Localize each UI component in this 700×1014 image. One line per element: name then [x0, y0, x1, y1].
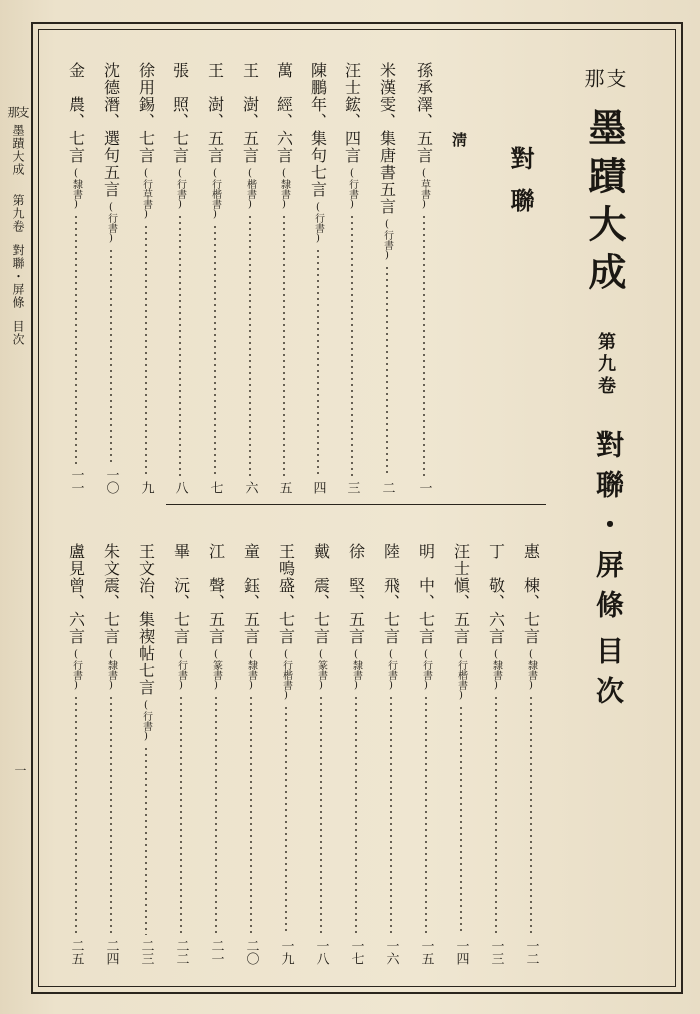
leader-dots — [145, 746, 147, 935]
toc-entry[interactable] — [342, 62, 362, 494]
entry-script-style: (隸書) — [105, 649, 117, 691]
entry-page-number: 三 — [344, 481, 360, 494]
entry-script-style: (行楷書) — [209, 168, 221, 220]
leader-dots — [110, 248, 112, 464]
toc-entry[interactable] — [381, 543, 401, 965]
entry-title: 江 聲、五言 — [206, 543, 226, 645]
dynasty-label: 淸 — [450, 132, 468, 147]
entry-title: 汪士愼、五言 — [451, 543, 471, 645]
toc-entry[interactable] — [101, 543, 121, 965]
running-head-volume: 第九卷 — [11, 194, 25, 233]
entry-script-style: (隸書) — [350, 649, 362, 691]
entry-page-number: 五 — [276, 481, 292, 494]
entry-script-style: (行書) — [385, 649, 397, 691]
toc-entry[interactable] — [136, 62, 156, 494]
toc-entry[interactable] — [171, 543, 191, 965]
running-head-contents: 目次 — [11, 320, 25, 346]
running-head-series-line-2: 那 — [6, 106, 20, 119]
entry-title: 汪士鋐、四言 — [342, 62, 362, 164]
leader-dots — [249, 214, 251, 477]
entry-page-number: 二 — [379, 481, 395, 494]
entry-title: 王鳴盛、七言 — [276, 543, 296, 645]
entry-title: 萬 經、六言 — [274, 62, 294, 164]
entry-script-style: (行書) — [140, 700, 152, 742]
leader-dots — [283, 214, 285, 477]
entry-page-number: 一 — [416, 481, 432, 494]
toc-entry[interactable] — [521, 543, 541, 965]
leader-dots — [425, 695, 427, 935]
running-head-series-title: 墨蹟大成 — [11, 124, 25, 176]
entry-page-number: 一一 — [68, 468, 84, 494]
leader-dots — [495, 695, 497, 935]
leader-dots — [355, 695, 357, 935]
entry-script-style: (行書) — [175, 649, 187, 691]
toc-entry[interactable] — [346, 543, 366, 965]
entry-title: 王 澍、五言 — [205, 62, 225, 164]
entry-page-number: 二五 — [68, 939, 84, 965]
entry-page-number: 八 — [172, 481, 188, 494]
entry-title: 丁 敬、六言 — [486, 543, 506, 645]
toc-entry[interactable] — [377, 62, 397, 494]
series-title: 墨蹟大成 — [582, 108, 627, 300]
toc-entry[interactable] — [205, 62, 225, 494]
entry-title: 陸 飛、七言 — [381, 543, 401, 645]
volume-number: 第九卷 — [595, 332, 616, 398]
leader-dots — [460, 705, 462, 935]
toc-entry[interactable] — [308, 62, 328, 494]
toc-entry[interactable] — [274, 62, 294, 494]
entry-page-number: 一五 — [418, 939, 434, 965]
folio-number: 一 — [13, 764, 27, 776]
toc-entry[interactable] — [136, 543, 156, 965]
series-prefix-line-2: 那 — [581, 68, 605, 90]
entry-page-number: 二四 — [103, 939, 119, 965]
entry-title: 惠 棟、七言 — [521, 543, 541, 645]
toc-entry[interactable] — [416, 543, 436, 965]
entry-script-style: (草書) — [418, 168, 430, 210]
entry-page-number: 一四 — [453, 939, 469, 965]
entry-title: 沈德潛、選句五言 — [101, 62, 121, 198]
entry-page-number: 二一 — [208, 939, 224, 965]
running-head-subject: 對聯・屏條 — [11, 244, 25, 309]
leader-dots — [214, 224, 216, 477]
entry-script-style: (楷書) — [244, 168, 256, 210]
leader-dots — [250, 695, 252, 935]
section-title: 對聯 — [506, 146, 535, 230]
leader-dots — [75, 695, 77, 935]
leader-dots — [530, 695, 532, 935]
entry-script-style: (行書) — [174, 168, 186, 210]
leader-dots — [75, 214, 77, 464]
entry-page-number: 二〇 — [243, 939, 259, 965]
entry-title: 戴 震、七言 — [311, 543, 331, 645]
entry-title: 徐 堅、五言 — [346, 543, 366, 645]
entry-page-number: 四 — [310, 481, 326, 494]
entry-script-style: (隸書) — [525, 649, 537, 691]
toc-entry[interactable] — [101, 62, 121, 494]
entry-title: 徐用錫、七言 — [136, 62, 156, 164]
entry-title: 米漢雯、集唐書五言 — [377, 62, 397, 215]
entry-title: 盧見曾、六言 — [66, 543, 86, 645]
entry-page-number: 二三 — [138, 939, 154, 965]
entry-script-style: (隸書) — [278, 168, 290, 210]
entry-page-number: 一八 — [313, 939, 329, 965]
toc-entry[interactable] — [170, 62, 190, 494]
entry-script-style: (行草書) — [140, 168, 152, 220]
leader-dots — [285, 705, 287, 935]
leader-dots — [145, 224, 147, 477]
toc-entry[interactable] — [276, 543, 296, 965]
contents-heading: 目次 — [592, 636, 625, 716]
leader-dots — [351, 214, 353, 477]
entry-script-style: (篆書) — [210, 649, 222, 691]
entry-page-number: 一二 — [523, 939, 539, 965]
series-prefix-line-1: 支 — [603, 68, 627, 90]
leader-dots — [179, 214, 181, 477]
entry-script-style: (隸書) — [490, 649, 502, 691]
entry-title: 王文治、集禊帖七言 — [136, 543, 156, 696]
entry-page-number: 六 — [242, 481, 258, 494]
entry-title: 張 照、七言 — [170, 62, 190, 164]
entry-script-style: (行書) — [346, 168, 358, 210]
entry-page-number: 一三 — [488, 939, 504, 965]
leader-dots — [390, 695, 392, 935]
entry-title: 畢 沅、七言 — [171, 543, 191, 645]
leader-dots — [110, 695, 112, 935]
toc-entry[interactable] — [66, 543, 86, 965]
entry-script-style: (行楷書) — [280, 649, 292, 701]
toc-entry[interactable] — [206, 543, 226, 965]
entry-script-style: (隸書) — [245, 649, 257, 691]
entry-page-number: 九 — [138, 481, 154, 494]
entry-title: 陳鵬年、集句七言 — [308, 62, 328, 198]
entry-page-number: 一七 — [348, 939, 364, 965]
entry-title: 童 鈺、五言 — [241, 543, 261, 645]
entry-title: 明 中、七言 — [416, 543, 436, 645]
entry-page-number: 一〇 — [103, 468, 119, 494]
entry-script-style: (隸書) — [70, 168, 82, 210]
leader-dots — [317, 248, 319, 477]
toc-entry[interactable] — [240, 62, 260, 494]
section-divider — [166, 504, 546, 505]
leader-dots — [180, 695, 182, 935]
entry-script-style: (篆書) — [315, 649, 327, 691]
entry-title: 孫承澤、五言 — [414, 62, 434, 164]
entry-script-style: (行書) — [105, 202, 117, 244]
entry-script-style: (行書) — [420, 649, 432, 691]
volume-subject: 對聯・屏條 — [592, 430, 625, 630]
entry-script-style: (行書) — [312, 202, 324, 244]
entry-title: 金 農、七言 — [66, 62, 86, 164]
toc-entry[interactable] — [451, 543, 471, 965]
toc-entry[interactable] — [414, 62, 434, 494]
running-head-series-line-1: 支 — [16, 106, 30, 119]
entry-title: 王 澍、五言 — [240, 62, 260, 164]
toc-entry[interactable] — [311, 543, 331, 965]
leader-dots — [423, 214, 425, 477]
toc-entry[interactable] — [241, 543, 261, 965]
leader-dots — [386, 265, 388, 477]
entry-script-style: (行書) — [70, 649, 82, 691]
entry-title: 朱文震、七言 — [101, 543, 121, 645]
leader-dots — [215, 695, 217, 935]
toc-entry[interactable] — [66, 62, 86, 494]
entry-script-style: (行楷書) — [455, 649, 467, 701]
entry-page-number: 二二 — [173, 939, 189, 965]
entry-script-style: (行書) — [381, 219, 393, 261]
leader-dots — [320, 695, 322, 935]
entry-page-number: 七 — [207, 481, 223, 494]
entry-page-number: 一六 — [383, 939, 399, 965]
entry-page-number: 一九 — [278, 939, 294, 965]
toc-entry[interactable] — [486, 543, 506, 965]
